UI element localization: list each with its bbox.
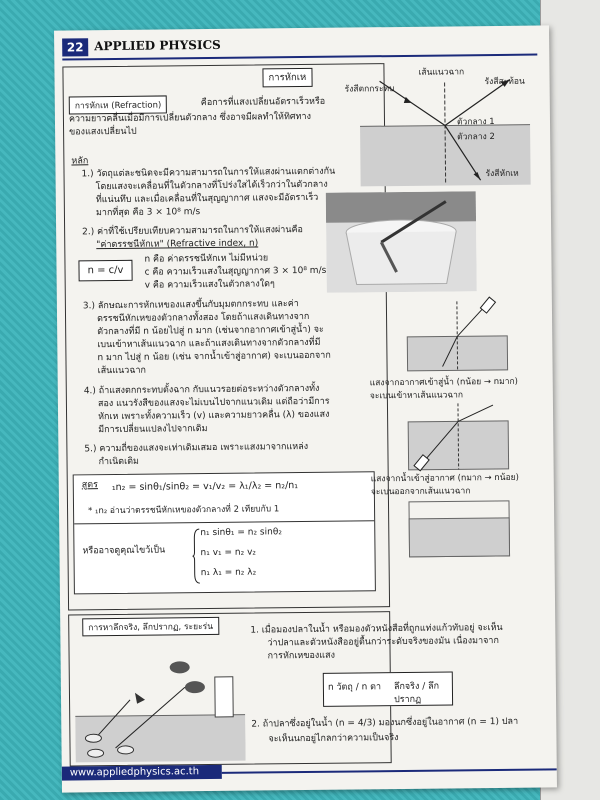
v-definition: v คือ ความเร็วแสงในตัวกลางใดๆ: [144, 279, 275, 291]
equation-wavelength: n₁ λ₁ = n₂ λ₂: [200, 567, 257, 579]
principle-4-line-3: หักเห เพราะทั้งความเร็ว (v) และความยาวคลื่น (λ) ของแสง: [98, 409, 330, 423]
definition-line-2: ความยาวคลื่นเมื่อมีการเปลี่ยนตัวกลาง ซึ่งอาจมีผลทำให้ทิศทาง: [68, 111, 312, 125]
equation-velocity: n₁ v₁ = n₂ v₂: [200, 547, 257, 559]
principle-4-line-1: 4.) ถ้าแสงตกกระทบตั้งฉาก กับแนวรอยต่อระหว่างตัวกลางทั้ง: [83, 383, 320, 397]
alt-label: หรืออาจดูคุณไขว้เป็น: [82, 545, 166, 557]
principle-3-line-5: n มาก ไปสู่ n น้อย (เช่น จากน้ำเข้าสู่อากาศ) จะเบนออกจาก: [97, 350, 331, 364]
n-definition: n คือ ค่าดรรชนีหักเห ไม่มีหน่วย: [144, 253, 269, 265]
principle-5-line-1: 5.) ความถี่ของแสงจะเท่าเดิมเสมอ เพราะแสงมาจากแหล่ง: [84, 441, 309, 455]
principles-heading: หลัก: [71, 156, 89, 167]
apparent-item-1-line-2: ว่าปลาและตัวหนังสืออยู่ตื้นกว่าระดับจริงของมัน เนื่องมาจาก: [267, 635, 499, 649]
principle-3-line-6: เส้นแนวฉาก: [97, 365, 147, 377]
formula-note: * ₁n₂ อ่านว่าดรรชนีหักเหของตัวกลางที่ 2 เทียบกับ 1: [88, 504, 280, 517]
label-medium-1: ตัวกลาง 1: [456, 117, 495, 128]
page-title: APPLIED PHYSICS: [94, 37, 221, 54]
principle-1-line-1: 1.) วัตถุแต่ละชนิดจะมีความสามารถในการให้แสงผ่านแตกต่างกัน: [81, 166, 336, 180]
label-normal: เส้นแนวฉาก: [418, 67, 465, 78]
ratio-left: n วัตถุ / n ตา: [327, 682, 382, 693]
principle-1-line-3: ที่แน่นทึบ และเมื่อเคลื่อนที่ในสุญญากาศ แสงจะมีอัตราเร็ว: [95, 192, 319, 206]
brace-icon: [192, 528, 201, 584]
apparent-item-1-line-3: การหักเหของแสง: [267, 650, 336, 662]
principle-2-line-2: "ค่าดรรชนีหักเห" (Refractive index, n): [96, 238, 259, 251]
n-formula-box: n = c/v: [78, 260, 132, 282]
empty-tank-diagram: [404, 496, 515, 562]
principle-3-line-3: ตัวกลางที่มี n น้อยไปสู่ n มาก (เช่นจากอากาศเข้าสู่น้ำ) จะ: [97, 324, 324, 338]
formula-box: [73, 471, 376, 594]
principle-1-line-4: มากที่สุด คือ 3 × 10⁸ m/s: [95, 207, 201, 219]
page-number: 22: [62, 38, 88, 56]
principle-4-line-2: สอง แนวรังสีของแสงจะไม่เบนไปจากแนวเดิม แต่ถือว่ามีการ: [97, 396, 330, 410]
water-to-air-diagram: [403, 401, 514, 472]
equation-sin: n₁ sinθ₁ = n₂ sinθ₂: [200, 527, 282, 539]
glass-photo: [326, 191, 477, 293]
section-tag-apparent-depth: การหาลึกจริง, ลึกปรากฏ, ระยะร่น: [82, 617, 219, 636]
fish-bird-illustration: [74, 637, 245, 764]
label-refracted-ray: รังสีหักเห: [485, 168, 519, 180]
air-to-water-diagram: [402, 296, 513, 372]
label-reflected-ray: รังสีสะท้อน: [484, 76, 525, 88]
principle-5-line-2: กำเนิดเดิม: [98, 456, 140, 468]
section-tag-refraction: การหักเห: [262, 68, 312, 88]
apparent-item-2-line-2: จะเห็นนกอยู่ไกลกว่าความเป็นจริง: [268, 733, 399, 745]
principle-3-line-4: เบนเข้าหาเส้นแนวฉาก และถ้าแสงเดินทางจากตัวกลางที่มี: [97, 337, 321, 351]
term-refraction: การหักเห (Refraction): [69, 95, 168, 114]
depth-ratio-box: [323, 671, 453, 706]
principle-4-line-4: มีการเปลี่ยนแปลงไปจากเดิม: [98, 424, 208, 436]
caption-water-to-air-1: แสงจากน้ำเข้าสู่อากาศ (nมาก → nน้อย): [370, 472, 520, 485]
page-header: [62, 34, 537, 61]
apparent-item-1-line-1: 1. เมื่อมองปลาในน้ำ หรือมองตัวหนังสือที่ถูกแท่งแก้วทับอยู่ จะเห็น: [250, 622, 503, 636]
principle-2-line-1: 2.) ค่าที่ใช้เปรียบเทียบความสามารถในการให้แสงผ่านคือ: [82, 225, 303, 238]
textbook-page: [54, 25, 557, 792]
formula-label: สูตร: [81, 480, 99, 491]
caption-air-to-water-1: แสงจากอากาศเข้าสู่น้ำ (nน้อย → nมาก): [369, 376, 519, 389]
caption-air-to-water-2: จะเบนเข้าหาเส้นแนวฉาก: [369, 390, 464, 402]
definition-line-1: คือการที่แสงเปลี่ยนอัตราเร็วหรือ: [200, 96, 326, 109]
label-medium-2: ตัวกลาง 2: [457, 132, 495, 143]
footer-line: [222, 768, 557, 774]
label-incident-ray: รังสีตกกระทบ: [344, 84, 395, 95]
principle-3-line-2: ดรรชนีหักเหของตัวกลางทั้งสอง โดยถ้าแสงเดินทางจาก: [96, 311, 310, 325]
principle-1-line-2: โดยแสงจะเคลื่อนที่ในตัวกลางที่โปร่งใสได้เร็วกว่าในตัวกลาง: [95, 179, 328, 193]
footer-url[interactable]: www.appliedphysics.ac.th: [69, 766, 200, 779]
ratio-right: ลึกจริง / ลึกปรากฏ: [393, 681, 440, 706]
c-definition: c คือ ความเร็วแสงในสุญญากาศ 3 × 10⁸ m/s: [144, 265, 327, 278]
definition-line-3: ของแสงเปลี่ยนไป: [69, 126, 137, 138]
main-formula: ₁n₂ = sinθ₁/sinθ₂ = v₁/v₂ = λ₁/λ₂ = n₂/n₁: [111, 480, 299, 494]
apparent-item-2-line-1: 2. ถ้าปลาซึ่งอยู่ในน้ำ (n = 4/3) มองนกซึ่งอยู่ในอากาศ (n = 1) ปลา: [251, 716, 519, 730]
caption-water-to-air-2: จะเบนออกจากเส้นแนวฉาก: [370, 486, 471, 498]
principle-3-line-1: 3.) ลักษณะการหักเหของแสงขึ้นกับมุมตกกระทบ และค่า: [82, 299, 299, 312]
